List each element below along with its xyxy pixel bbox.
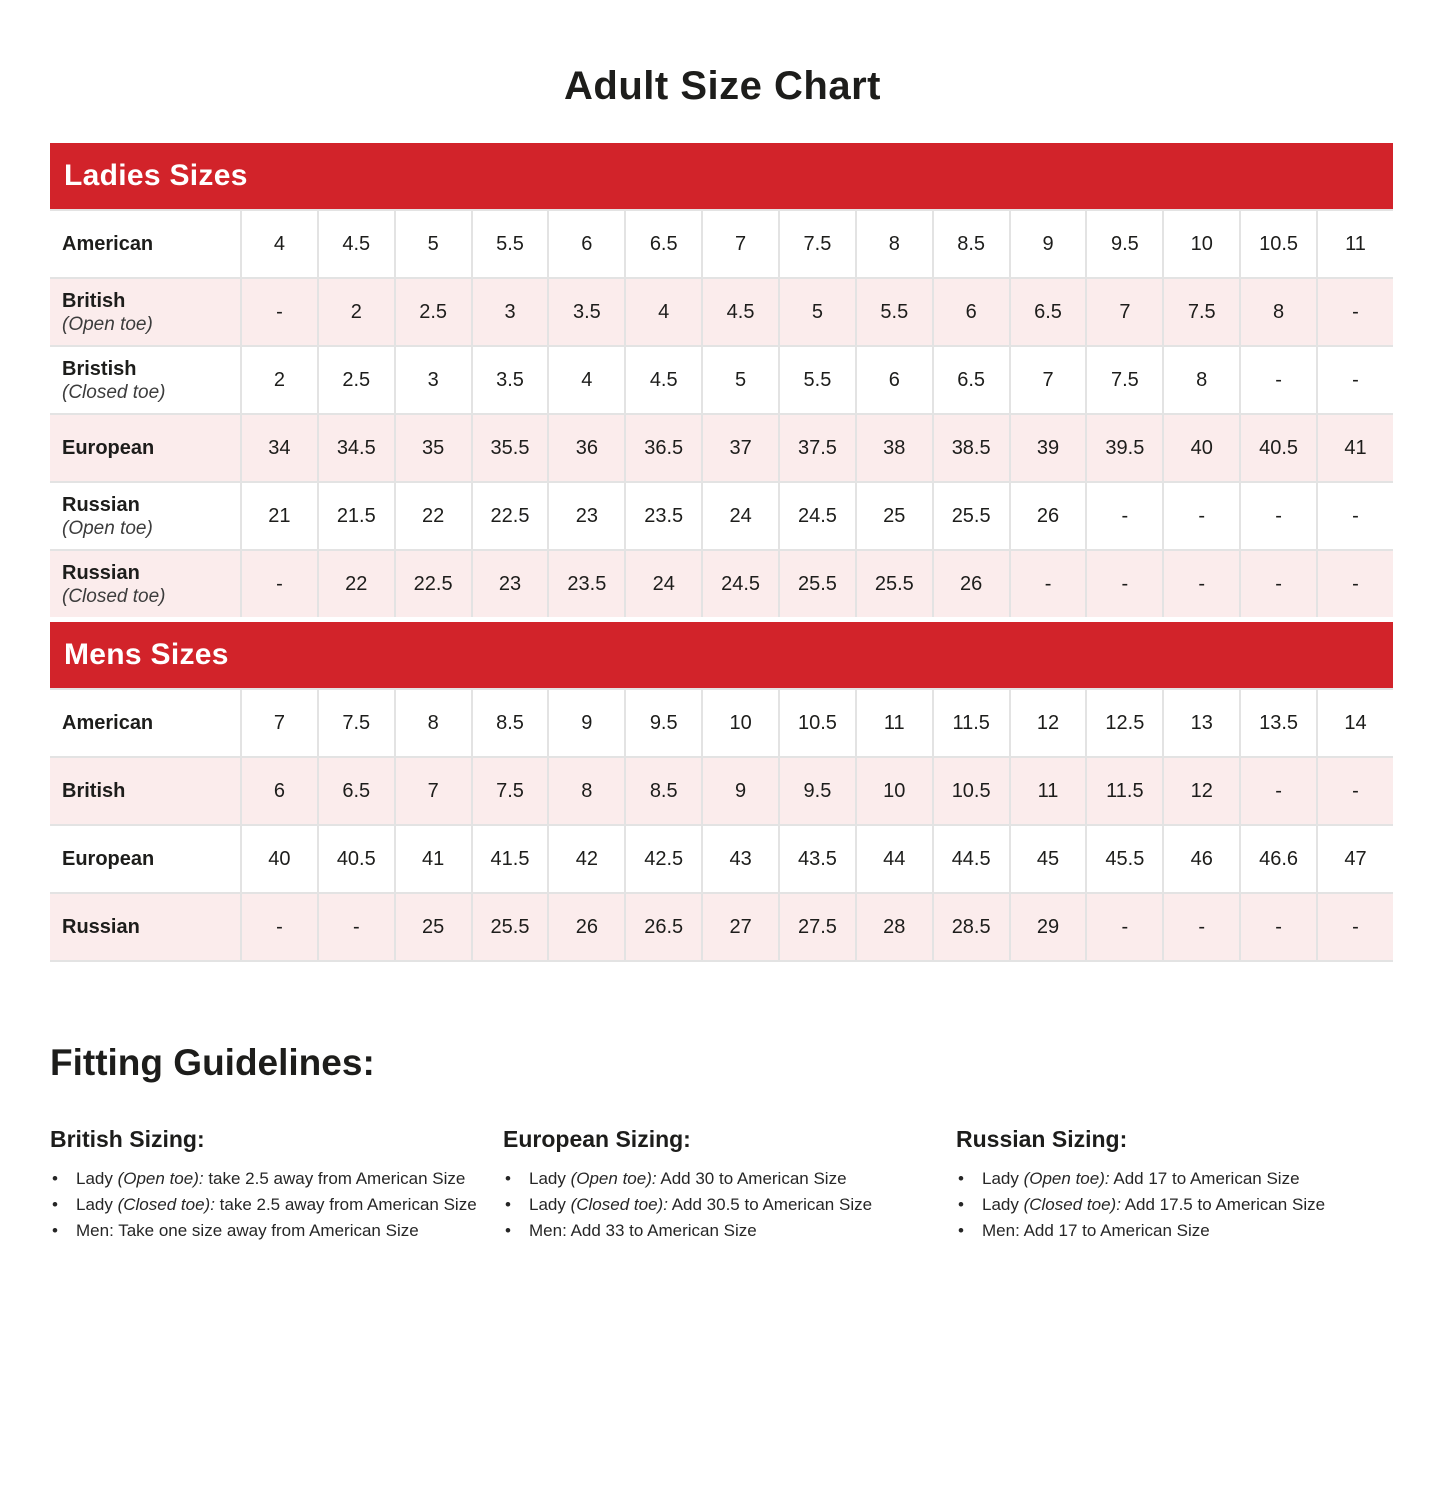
size-cell: 2.5 — [394, 279, 471, 345]
size-cell: 28 — [855, 894, 932, 960]
guideline-section — [50, 1126, 503, 1244]
guideline-item-rule: take 2.5 away from American Size — [203, 1169, 466, 1188]
guideline-item-rule: Men: Take one size away from American Size — [76, 1221, 419, 1240]
guideline-item-rule: Add 17 to American Size — [1109, 1169, 1300, 1188]
size-cell: 6.5 — [1009, 279, 1086, 345]
size-cell: - — [317, 894, 394, 960]
row-sublabel-text: (Closed toe) — [62, 585, 166, 607]
size-cell: 6.5 — [932, 347, 1009, 413]
size-cell: 25.5 — [932, 483, 1009, 549]
size-cell: 7.5 — [1085, 347, 1162, 413]
size-cell: 8.5 — [624, 758, 701, 824]
size-cell: 5 — [701, 347, 778, 413]
size-cell: 23 — [471, 551, 548, 617]
guideline-item-variant: (Closed toe): — [1023, 1195, 1121, 1214]
size-cell: 42 — [547, 826, 624, 892]
size-cell: 12 — [1162, 758, 1239, 824]
guideline-item-prefix: Lady — [76, 1169, 118, 1188]
size-cell: 40.5 — [317, 826, 394, 892]
guideline-item-rule: Add 30 to American Size — [656, 1169, 847, 1188]
size-cell: 42.5 — [624, 826, 701, 892]
guideline-item — [50, 1166, 503, 1192]
row-label-text: Russian — [62, 561, 140, 584]
row-label — [50, 279, 240, 345]
size-cell: 26 — [547, 894, 624, 960]
row-label-text: American — [62, 712, 154, 734]
size-cell: 13.5 — [1239, 690, 1316, 756]
size-cell: - — [1316, 894, 1393, 960]
size-cell: 46.6 — [1239, 826, 1316, 892]
size-cell: 26 — [932, 551, 1009, 617]
row-label-text: European — [62, 437, 155, 459]
size-cell: 4 — [240, 211, 317, 277]
size-cell: - — [240, 279, 317, 345]
size-cell: 7 — [1009, 347, 1086, 413]
size-cell: 12.5 — [1085, 690, 1162, 756]
row-label — [50, 690, 240, 756]
guideline-columns — [50, 1126, 1395, 1244]
size-cell: 11.5 — [1085, 758, 1162, 824]
guideline-item — [50, 1192, 503, 1218]
row-sublabel-text: (Open toe) — [62, 517, 153, 539]
size-cell: 34 — [240, 415, 317, 481]
size-cell: - — [1162, 483, 1239, 549]
size-cell: 41 — [394, 826, 471, 892]
guideline-item-rule: Add 30.5 to American Size — [667, 1195, 873, 1214]
size-cell: 5.5 — [855, 279, 932, 345]
size-cell: - — [1239, 347, 1316, 413]
size-cell: 3.5 — [471, 347, 548, 413]
table-row — [50, 756, 1393, 824]
size-cell: 27.5 — [778, 894, 855, 960]
mens-sizes-header — [50, 622, 1393, 688]
size-cell: 41.5 — [471, 826, 548, 892]
size-cell: 36 — [547, 415, 624, 481]
size-cell: 7.5 — [778, 211, 855, 277]
size-cell: 47 — [1316, 826, 1393, 892]
size-cell: - — [240, 894, 317, 960]
size-cell: 25.5 — [778, 551, 855, 617]
table-row — [50, 824, 1393, 892]
row-label-text: Bristish — [62, 357, 137, 380]
row-label-text: European — [62, 848, 155, 870]
size-cell: - — [1162, 894, 1239, 960]
size-cell: 13 — [1162, 690, 1239, 756]
size-cell: 23.5 — [547, 551, 624, 617]
size-cell: 6 — [240, 758, 317, 824]
size-cell: 28.5 — [932, 894, 1009, 960]
guideline-item-variant: (Open toe): — [570, 1169, 657, 1188]
row-label — [50, 894, 240, 960]
size-cell: 43 — [701, 826, 778, 892]
table-row — [50, 481, 1393, 549]
row-label — [50, 211, 240, 277]
guideline-item-prefix: Lady — [529, 1195, 571, 1214]
row-label — [50, 758, 240, 824]
size-cell: 11 — [1009, 758, 1086, 824]
size-cell: - — [1316, 483, 1393, 549]
size-cell: 8 — [855, 211, 932, 277]
size-cell: 8 — [547, 758, 624, 824]
size-cell: 23 — [547, 483, 624, 549]
size-cell: 11 — [855, 690, 932, 756]
size-cell: 4.5 — [624, 347, 701, 413]
size-cell: 2 — [240, 347, 317, 413]
size-cell: 4 — [547, 347, 624, 413]
size-cell: 10 — [701, 690, 778, 756]
guideline-item-rule: Men: Add 33 to American Size — [529, 1221, 757, 1240]
guideline-list — [503, 1166, 956, 1244]
size-cell: - — [1316, 279, 1393, 345]
table-row — [50, 345, 1393, 413]
guideline-item-variant: (Closed toe): — [117, 1195, 215, 1214]
size-cell: 6.5 — [317, 758, 394, 824]
size-cell: 24 — [624, 551, 701, 617]
size-cell: 29 — [1009, 894, 1086, 960]
size-cell: 44.5 — [932, 826, 1009, 892]
size-cell: 38 — [855, 415, 932, 481]
row-label-text: Russian — [62, 493, 140, 516]
size-cell: 35 — [394, 415, 471, 481]
size-cell: 8.5 — [471, 690, 548, 756]
size-cell: - — [1239, 758, 1316, 824]
guideline-item — [503, 1218, 956, 1244]
size-cell: 10.5 — [932, 758, 1009, 824]
guideline-section — [956, 1126, 1409, 1244]
size-cell: 5 — [394, 211, 471, 277]
size-cell: 24 — [701, 483, 778, 549]
mens-sizes-title: Mens Sizes — [64, 638, 229, 671]
size-cell: 6 — [855, 347, 932, 413]
size-cell: 4.5 — [317, 211, 394, 277]
size-cell: 24.5 — [778, 483, 855, 549]
size-cell: 8 — [1162, 347, 1239, 413]
size-cell: 5 — [778, 279, 855, 345]
size-cell: 45.5 — [1085, 826, 1162, 892]
size-cell: 27 — [701, 894, 778, 960]
size-cell: - — [1085, 894, 1162, 960]
size-cell: 9 — [701, 758, 778, 824]
size-cell: 25.5 — [855, 551, 932, 617]
size-cell: 9 — [547, 690, 624, 756]
size-cell: 9 — [1009, 211, 1086, 277]
size-cell: 10.5 — [1239, 211, 1316, 277]
table-row — [50, 688, 1393, 756]
row-label-text: American — [62, 233, 154, 255]
size-cell: - — [1316, 551, 1393, 617]
row-label — [50, 826, 240, 892]
size-cell: 39 — [1009, 415, 1086, 481]
guideline-item — [503, 1166, 956, 1192]
size-cell: 21 — [240, 483, 317, 549]
size-cell: 7 — [394, 758, 471, 824]
size-cell: 4.5 — [701, 279, 778, 345]
size-cell: - — [1239, 483, 1316, 549]
guideline-item-prefix: Lady — [76, 1195, 118, 1214]
size-cell: 22 — [394, 483, 471, 549]
size-cell: 5.5 — [778, 347, 855, 413]
table-row — [50, 413, 1393, 481]
size-cell: 40.5 — [1239, 415, 1316, 481]
size-cell: - — [1085, 551, 1162, 617]
guideline-item — [50, 1218, 503, 1244]
size-cell: 6 — [932, 279, 1009, 345]
size-cell: 35.5 — [471, 415, 548, 481]
size-cell: 25 — [855, 483, 932, 549]
size-cell: 10 — [1162, 211, 1239, 277]
size-cell: 22.5 — [394, 551, 471, 617]
size-cell: 10.5 — [778, 690, 855, 756]
size-cell: 45 — [1009, 826, 1086, 892]
guideline-item — [503, 1192, 956, 1218]
size-cell: 36.5 — [624, 415, 701, 481]
size-cell: 3.5 — [547, 279, 624, 345]
size-cell: 26 — [1009, 483, 1086, 549]
guideline-list — [956, 1166, 1409, 1244]
size-cell: 11 — [1316, 211, 1393, 277]
size-cell: 21.5 — [317, 483, 394, 549]
size-cell: 11.5 — [932, 690, 1009, 756]
size-cell: 44 — [855, 826, 932, 892]
guideline-item-rule: Add 17.5 to American Size — [1120, 1195, 1326, 1214]
size-cell: 40 — [240, 826, 317, 892]
guideline-section-title: European Sizing: — [503, 1126, 691, 1152]
size-cell: 25.5 — [471, 894, 548, 960]
row-sublabel-text: (Open toe) — [62, 313, 153, 335]
size-cell: 2 — [317, 279, 394, 345]
guideline-item-variant: (Open toe): — [117, 1169, 204, 1188]
size-cell: - — [1239, 894, 1316, 960]
fitting-guidelines — [50, 1042, 1395, 1244]
size-cell: 3 — [471, 279, 548, 345]
size-cell: 3 — [394, 347, 471, 413]
table-row — [50, 209, 1393, 277]
size-cell: 4 — [624, 279, 701, 345]
size-cell: 23.5 — [624, 483, 701, 549]
row-label — [50, 415, 240, 481]
size-cell: - — [1316, 347, 1393, 413]
guideline-item-rule: take 2.5 away from American Size — [214, 1195, 477, 1214]
size-cell: 5.5 — [471, 211, 548, 277]
size-cell: - — [1239, 551, 1316, 617]
ladies-sizes-title: Ladies Sizes — [64, 159, 248, 192]
guideline-item-prefix: Lady — [982, 1169, 1024, 1188]
guideline-section-title: British Sizing: — [50, 1126, 205, 1152]
size-cell: 37 — [701, 415, 778, 481]
size-cell: 25 — [394, 894, 471, 960]
guideline-item — [956, 1166, 1409, 1192]
ladies-sizes-header — [50, 143, 1393, 209]
size-cell: 22.5 — [471, 483, 548, 549]
size-cell: 38.5 — [932, 415, 1009, 481]
size-cell: 24.5 — [701, 551, 778, 617]
size-cell: 43.5 — [778, 826, 855, 892]
size-cell: 9.5 — [778, 758, 855, 824]
size-cell: 7.5 — [471, 758, 548, 824]
size-cell: 6.5 — [624, 211, 701, 277]
size-cell: 8 — [1239, 279, 1316, 345]
page-title: Adult Size Chart — [564, 64, 881, 108]
guideline-list — [50, 1166, 503, 1244]
guideline-item — [956, 1218, 1409, 1244]
row-label-text: British — [62, 289, 126, 312]
size-cell: 6 — [547, 211, 624, 277]
guideline-item-prefix: Lady — [529, 1169, 571, 1188]
size-cell: 8.5 — [932, 211, 1009, 277]
guideline-item-prefix: Lady — [982, 1195, 1024, 1214]
size-cell: - — [1085, 483, 1162, 549]
table-row — [50, 892, 1393, 960]
size-cell: 14 — [1316, 690, 1393, 756]
size-cell: 12 — [1009, 690, 1086, 756]
guideline-section-title: Russian Sizing: — [956, 1126, 1128, 1152]
guideline-section — [503, 1126, 956, 1244]
ladies-sizes-table — [50, 209, 1393, 617]
size-cell: - — [1162, 551, 1239, 617]
table-row — [50, 277, 1393, 345]
guideline-item-variant: (Closed toe): — [570, 1195, 668, 1214]
table-row — [50, 549, 1393, 617]
size-cell: - — [1316, 758, 1393, 824]
size-cell: 7 — [1085, 279, 1162, 345]
size-cell: 37.5 — [778, 415, 855, 481]
size-chart — [50, 143, 1393, 962]
size-cell: 39.5 — [1085, 415, 1162, 481]
size-cell: 9.5 — [624, 690, 701, 756]
size-cell: 9.5 — [1085, 211, 1162, 277]
size-cell: 7.5 — [317, 690, 394, 756]
fitting-guidelines-title: Fitting Guidelines: — [50, 1042, 375, 1083]
row-label-text: Russian — [62, 916, 140, 938]
guideline-item-rule: Men: Add 17 to American Size — [982, 1221, 1210, 1240]
guideline-item-variant: (Open toe): — [1023, 1169, 1110, 1188]
size-cell: - — [240, 551, 317, 617]
row-label-text: British — [62, 780, 126, 802]
guideline-item — [956, 1192, 1409, 1218]
mens-sizes-table — [50, 688, 1393, 962]
row-label — [50, 551, 240, 617]
size-cell: 8 — [394, 690, 471, 756]
size-cell: 22 — [317, 551, 394, 617]
row-sublabel-text: (Closed toe) — [62, 381, 166, 403]
size-cell: 46 — [1162, 826, 1239, 892]
size-cell: 41 — [1316, 415, 1393, 481]
size-cell: 7.5 — [1162, 279, 1239, 345]
size-cell: 34.5 — [317, 415, 394, 481]
size-cell: - — [1009, 551, 1086, 617]
size-cell: 40 — [1162, 415, 1239, 481]
size-cell: 10 — [855, 758, 932, 824]
row-label — [50, 347, 240, 413]
size-cell: 2.5 — [317, 347, 394, 413]
size-chart-page — [0, 64, 1445, 1244]
size-cell: 7 — [701, 211, 778, 277]
size-cell: 26.5 — [624, 894, 701, 960]
size-cell: 7 — [240, 690, 317, 756]
row-label — [50, 483, 240, 549]
